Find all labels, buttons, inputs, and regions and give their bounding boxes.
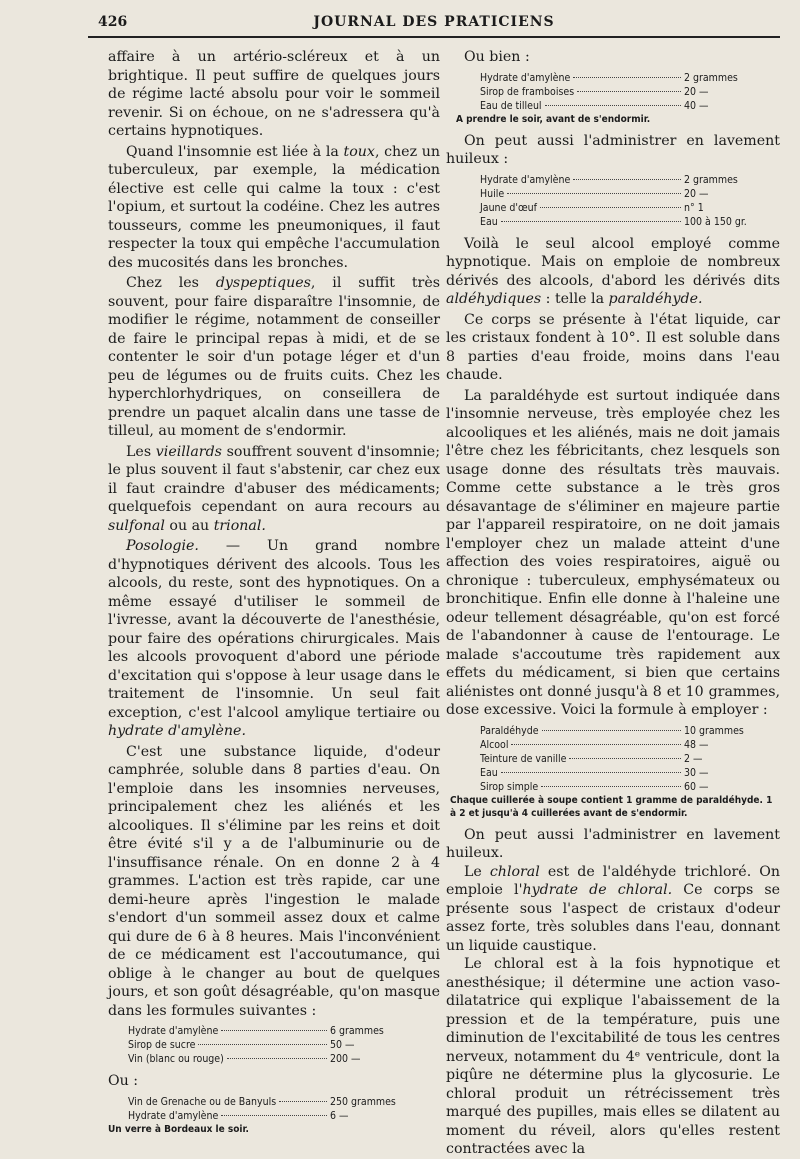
formula-row: Hydrate d'amylène 2 grammes [480,173,738,186]
formula-row: Eau de tilleul 40 — [480,99,709,112]
formula-row: Huile 20 — [480,187,709,200]
formula-table [446,724,780,820]
paragraph: Voilà le seul alcool employé comme hypnotique. Mais on emploie de nombreux dérivés des alcools, d'abord les dérivés dits aldéhydiques : telle la paraldéhyde. [446,235,780,307]
page-number: 426 [98,14,128,30]
formula-note: A prendre le soir, avant de s'endormir. [456,113,651,125]
paragraph-posologie: Posologie. — Un grand nombre d'hypnotiques dérivent des alcools. Tous les alcools, du reste, sont des hypnotiques. On a même essayé d'utiliser le sommeil de l'ivresse, avant la découverte de l'anesthésie, pour faire des opérations chirurgicales. Mais les alcools provoquent d'abord une période d'excitation qui s'oppose à leur usage dans le traitement de l'insomnie. Un seul fait exception, c'est l'alcool amylique tertiaire ou hydrate d'amylène. [108,538,440,739]
ou-label: Ou : [108,1073,139,1089]
paragraph: Les vieillards souffrent souvent d'insomnie; le plus souvent il faut s'abstenir, car chez eux il faut craindre d'abuser des médicaments; quelquefois cependant on aura recours au sulfonal ou au trional. [108,443,440,534]
formula-row: Eau 30 — [480,766,709,779]
ou-bien-label: Ou bien : [464,49,530,65]
paragraph: Chez les dyspeptiques, il suffit très souvent, pour faire disparaître l'insomnie, de modifier le régime, notamment de conseiller de faire le principal repas à midi, et de se contenter le soir d'un potage léger et d'un peu de légumes ou de fruits cuits. Chez les hyperchlorhydriques, on conseillera de prendre un paquet alcalin dans une tasse de tilleul, au moment de s'endormir. [108,275,440,439]
right-column [446,48,780,1159]
formula-table [108,1095,440,1136]
paragraph: On peut aussi l'administrer en lavement huileux. [446,826,780,861]
journal-title: JOURNAL DES PRATICIENS [313,14,555,30]
formula-row: Sirop de sucre 50 — [128,1039,355,1051]
formula-note: Un verre à Bordeaux le soir. [108,1123,249,1135]
formula-table [446,173,780,229]
formula-row: Hydrate d'amylène 6 grammes [128,1025,384,1037]
formula-note: Chaque cuillerée à soupe contient 1 gramme de paraldéhyde. 1 à 2 et jusqu'à 4 cuillerées avant de s'endormir. [450,794,773,819]
page-header [88,12,780,38]
paragraph: Quand l'insomnie est liée à la toux, chez un tuberculeux, par exemple, la médication élective est celle qui calme la toux : c'est l'opium, et surtout la codéine. Chez les autres tousseurs, comme les pneumoniques, il faut respecter la toux qui empêche l'accumulation des mucosités dans les bronches. [108,143,440,271]
paragraph: Le chloral est de l'aldéhyde trichloré. On emploie l'hydrate de chloral. Ce corps se présente sous l'aspect de cristaux d'odeur assez forte, très solubles dans l'eau, donnant un liquide caustique. [446,863,781,954]
formula-row: Alcool 48 — [480,738,709,751]
formula-row: Hydrate d'amylène 6 — [128,1109,349,1122]
formula-row: Paraldéhyde 10 grammes [480,724,744,737]
paragraph: On peut aussi l'administrer en lavement huileux : [446,132,780,167]
formula-row: Sirop simple 60 — [480,780,709,793]
paragraph: La paraldéhyde est surtout indiquée dans l'insomnie nerveuse, très employée chez les alcooliques et les aliénés, mais ne doit jamais l'être chez les fébricitants, chez lesquels son usage donne des résultats très mauvais. Comme cette substance a le très gros désavantage de s'éliminer en majeure partie par l'appareil respiratoire, on ne doit jamais l'employer chez un malade atteint d'une affection des voies respiratoires, aiguë ou chronique : tuberculeux, emphysémateux ou bronchitique. Enfin elle donne à l'haleine une odeur tellement désagréable, qu'on est forcé de l'abandonner à cause de l'entourage. Le malade s'accoutume très rapidement aux effets du médicament, si bien que certains aliénistes ont donné jusqu'à 8 et 10 grammes, dose excessive. Voici la formule à employer : [446,387,780,718]
formula-row: Sirop de framboises 20 — [480,85,709,98]
paragraph: Le chloral est à la fois hypnotique et anesthésique; il détermine une action vaso-dilatatrice qui explique l'abaissement de la pression et de la température, puis une diminution de l'excitabilité de tous les centres nerveux, notamment du 4ᵉ ventricule, dont la piqûre ne détermine plus la glycosurie. Le chloral produit un rétrécissement très marqué des pupilles, mais elles se dilatent au moment du réveil, alors qu'elles restent contractées avec la [446,956,780,1157]
paragraph: C'est une substance liquide, d'odeur camphrée, soluble dans 8 parties d'eau. On l'emploie dans les insomnies nerveuses, principalement chez les aliénés et les alcooliques. Il s'élimine par les reins et doit être évité s'il y a de l'albuminurie ou de l'insuffisance rénale. On en donne 2 à 4 grammes. L'action est très rapide, car une demi-heure après l'ingestion le malade s'endort d'un sommeil assez doux et calme qui dure de 6 à 8 heures. Mais l'inconvénient de ce médicament est l'accoutumance, qui oblige à le changer au bout de quelques jours, et son goût désagréable, qu'on masque dans les formules suivantes : [108,743,440,1019]
formula-row: Vin de Grenache ou de Banyuls 250 grammes [128,1095,396,1108]
formula-row: Hydrate d'amylène 2 grammes [480,71,738,84]
left-column [108,48,440,1142]
formula-row: Teinture de vanille 2 — [480,752,703,765]
formula-table [446,71,780,126]
formula-row: Vin (blanc ou rouge) 200 — [128,1053,361,1065]
formula-row: Jaune d'œuf n° 1 [480,201,704,214]
formula-table [108,1024,440,1066]
paragraph: affaire à un artério-scléreux et à un brightique. Il peut suffire de quelques jours de régime lacté absolu pour voir le sommeil revenir. Si on échoue, on ne s'adressera qu'à certains hypnotiques. [108,49,440,139]
formula-row: Eau 100 à 150 gr. [480,215,747,228]
paragraph: Ce corps se présente à l'état liquide, car les cristaux fondent à 10°. Il est soluble dans 8 parties d'eau froide, moins dans l'eau chaude. [446,311,780,383]
